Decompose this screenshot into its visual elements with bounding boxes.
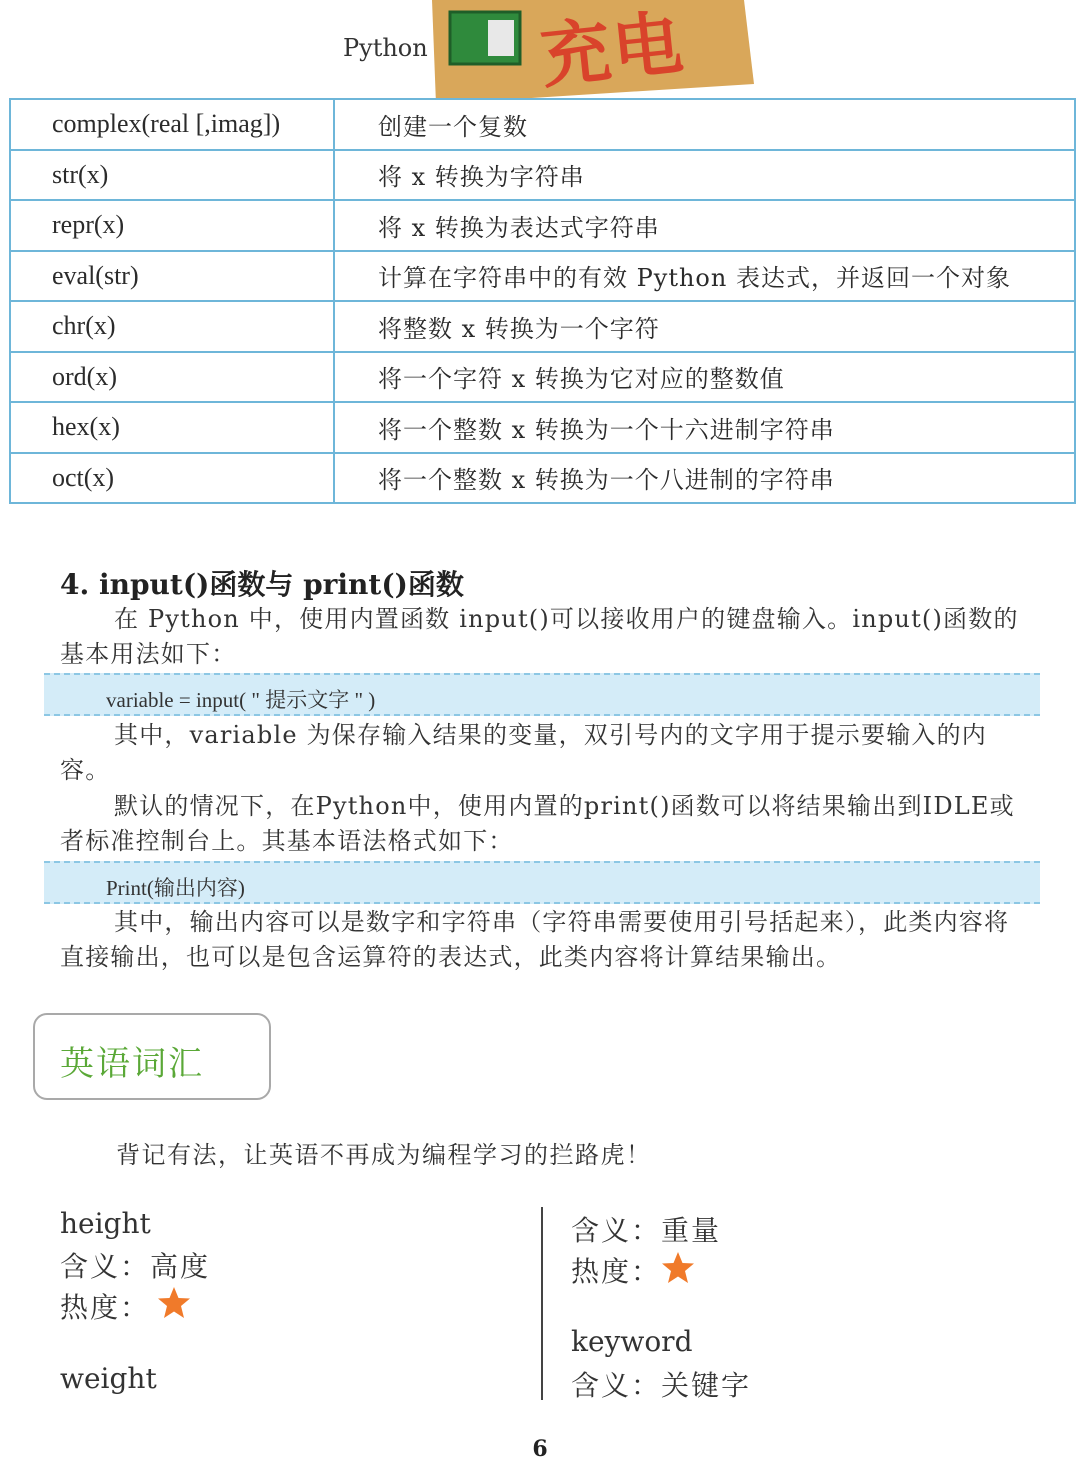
conversion-function-table <box>9 98 1076 504</box>
table-row <box>10 453 1075 504</box>
description-cell: 将一个整数 x 转换为一个十六进制字符串 <box>334 402 1075 453</box>
vocab-word: weight <box>60 1362 157 1395</box>
star-icon <box>661 1251 695 1285</box>
sticker-text: 充电 <box>536 1 689 99</box>
function-cell: chr(x) <box>10 301 334 352</box>
vocab-word: keyword <box>571 1325 693 1358</box>
table-row <box>10 150 1075 201</box>
function-cell: ord(x) <box>10 352 334 403</box>
star-icon <box>157 1286 191 1320</box>
table-row <box>10 402 1075 453</box>
paragraph-print-intro: 默认的情况下，在Python中，使用内置的print()函数可以将结果输出到IDLE或者标准控制台上。其基本语法格式如下： <box>60 792 1015 855</box>
function-cell: repr(x) <box>10 200 334 251</box>
description-cell: 将 x 转换为字符串 <box>334 150 1075 201</box>
table-row <box>10 301 1075 352</box>
vocab-title: 英语词汇 <box>60 1044 204 1084</box>
section-title: 4. input()函数与 print()函数 <box>60 568 464 601</box>
vocab-meaning: 含义：重量 <box>571 1214 722 1247</box>
description-cell: 将 x 转换为表达式字符串 <box>334 200 1075 251</box>
vocab-heat-label: 热度： <box>571 1255 662 1288</box>
paragraph-print-output: 其中，输出内容可以是数字和字符串（字符串需要使用引号括起来），此类内容将直接输出，也可以是包含运算符的表达式，此类内容将计算结果输出。 <box>60 908 1010 971</box>
table-row <box>10 99 1075 150</box>
vocab-heat-label: 热度： <box>60 1291 151 1324</box>
function-cell: str(x) <box>10 150 334 201</box>
description-cell: 将一个整数 x 转换为一个八进制的字符串 <box>334 453 1075 504</box>
table-row <box>10 251 1075 302</box>
code-block-input <box>44 673 1040 716</box>
table-row <box>10 352 1075 403</box>
column-divider <box>541 1207 543 1400</box>
paragraph-variable: 其中，variable 为保存输入结果的变量，双引号内的文字用于提示要输入的内容。 <box>60 721 987 784</box>
code-text: Print(输出内容) <box>106 876 245 900</box>
page-number: 6 <box>532 1436 548 1462</box>
description-cell: 将一个字符 x 转换为它对应的整数值 <box>334 352 1075 403</box>
function-cell: hex(x) <box>10 402 334 453</box>
header-label: Python <box>343 34 428 62</box>
vocab-meaning: 含义：高度 <box>60 1250 211 1283</box>
paragraph-input-intro: 在 Python 中，使用内置函数 input()可以接收用户的键盘输入。input()函数的基本用法如下： <box>60 605 1019 668</box>
description-cell: 将整数 x 转换为一个字符 <box>334 301 1075 352</box>
description-cell: 创建一个复数 <box>334 99 1075 150</box>
description-cell: 计算在字符串中的有效 Python 表达式，并返回一个对象 <box>334 251 1075 302</box>
vocab-tagline: 背记有法，让英语不再成为编程学习的拦路虎！ <box>116 1141 652 1169</box>
table-row <box>10 200 1075 251</box>
code-block-print <box>44 861 1040 904</box>
function-cell: eval(str) <box>10 251 334 302</box>
vocab-meaning: 含义：关键字 <box>571 1369 752 1402</box>
code-text: variable = input( " 提示文字 " ) <box>106 688 376 712</box>
function-cell: complex(real [,imag]) <box>10 99 334 150</box>
function-cell: oct(x) <box>10 453 334 504</box>
vocab-word: height <box>60 1207 151 1240</box>
